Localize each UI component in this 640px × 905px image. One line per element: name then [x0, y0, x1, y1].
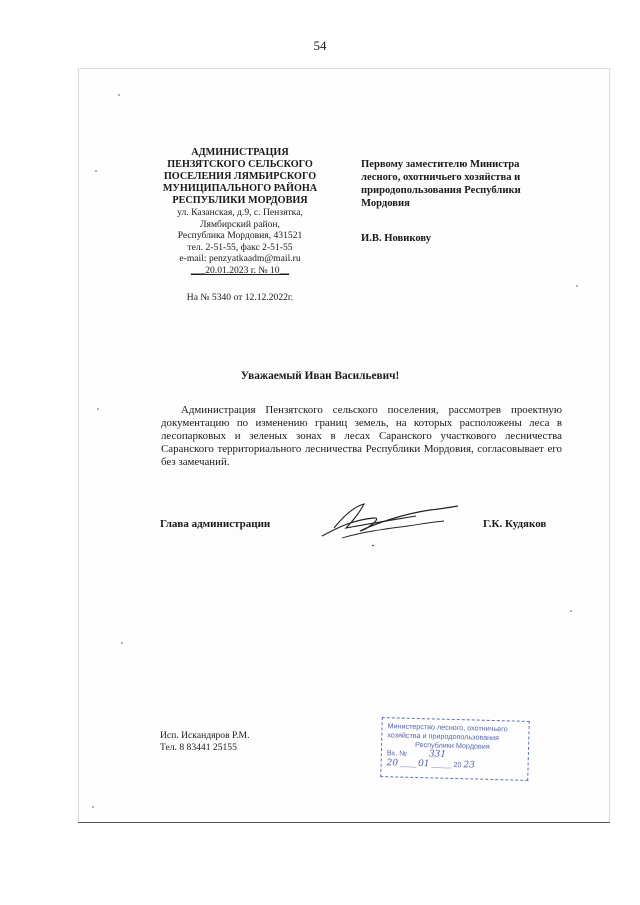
- sender-org-line: ПОСЕЛЕНИЯ ЛЯМБИРСКОГО: [163, 171, 317, 182]
- scan-speck: [95, 170, 97, 172]
- sender-org-line: АДМИНИСТРАЦИЯ: [191, 147, 289, 158]
- addressee-name: И.В. Новикову: [361, 233, 432, 244]
- addressee-line: Первому заместителю Министра: [361, 159, 520, 170]
- sender-address-line: Республика Мордовия, 431521: [177, 230, 303, 242]
- stamp-date-row: 20 ____ 01 _____ 20 23: [386, 758, 476, 771]
- stamp-date-month: 01: [417, 759, 430, 770]
- letter-body: [161, 404, 562, 469]
- executor-phone: Тел. 8 83441 25155: [160, 742, 237, 753]
- sender-address-line: ул. Казанская, д.9, с. Пензятка,: [177, 207, 303, 218]
- addressee-line: лесного, охотничьего хозяйства и: [361, 172, 521, 183]
- scan-speck: [570, 610, 572, 612]
- executor-block: [160, 730, 250, 754]
- reference-line: На № 5340 от 12.12.2022г.: [186, 291, 294, 303]
- addressee-line: природопользования Республики: [361, 185, 521, 196]
- registration-line: ___20.01.2023 г. № 10__: [190, 264, 290, 276]
- addressee-line: Мордовия: [361, 198, 410, 209]
- scan-speck: [118, 94, 120, 96]
- stamp-line: Министерство лесного, охотничьего: [387, 721, 508, 734]
- page-number: 54: [313, 38, 327, 53]
- page-bottom-rule: [78, 822, 610, 823]
- scan-edge: [609, 68, 610, 823]
- signatory-title: Глава администрации: [160, 518, 271, 530]
- executor-name: Исп. Искандяров Р.М.: [160, 730, 250, 741]
- sender-org-line: ПЕНЗЯТСКОГО СЕЛЬСКОГО: [167, 159, 313, 170]
- scan-speck: [576, 285, 578, 287]
- handwritten-signature: [312, 498, 462, 550]
- stamp-date-day: 20: [386, 758, 399, 769]
- letter-body-text: Администрация Пензятского сельского поселения, рассмотрев проектную документацию по изменению границ земель, на которых расположены леса в лесопарковых и зеленых зонах в лесах Саранского участкового лесничества Саранского территориального лесничества Республики Мордовия, согласовывает его без замечаний.: [161, 404, 562, 468]
- greeting: Уважаемый Иван Васильевич!: [240, 370, 400, 382]
- stamp-line: хозяйства и природопользования: [387, 730, 500, 743]
- stamp-line: Республики Мордовия: [414, 739, 490, 751]
- stamp-in-number: 331: [428, 749, 447, 760]
- stamp-date-year: 23: [463, 760, 476, 771]
- stamp-in-label: Вх. №: [386, 748, 408, 758]
- sender-email-line: e-mail: penzyatkaadm@mail.ru: [179, 253, 301, 265]
- sender-phone-line: тел. 2-51-55, факс 2-51-55: [187, 241, 293, 253]
- stamp-date-year-prefix: 20: [453, 759, 462, 770]
- addressee-block: [361, 158, 571, 245]
- sender-block: [150, 147, 330, 303]
- signatory-name: Г.К. Кудяков: [483, 518, 547, 530]
- incoming-registration-stamp: [380, 717, 530, 781]
- sender-address-line: Лямбирский район,: [200, 218, 280, 230]
- sender-org-line: МУНИЦИПАЛЬНОГО РАЙОНА: [162, 183, 318, 194]
- scan-speck: [97, 408, 99, 410]
- scan-speck: [121, 642, 123, 644]
- scan-speck: [92, 806, 94, 808]
- sender-org-line: РЕСПУБЛИКИ МОРДОВИЯ: [172, 195, 308, 206]
